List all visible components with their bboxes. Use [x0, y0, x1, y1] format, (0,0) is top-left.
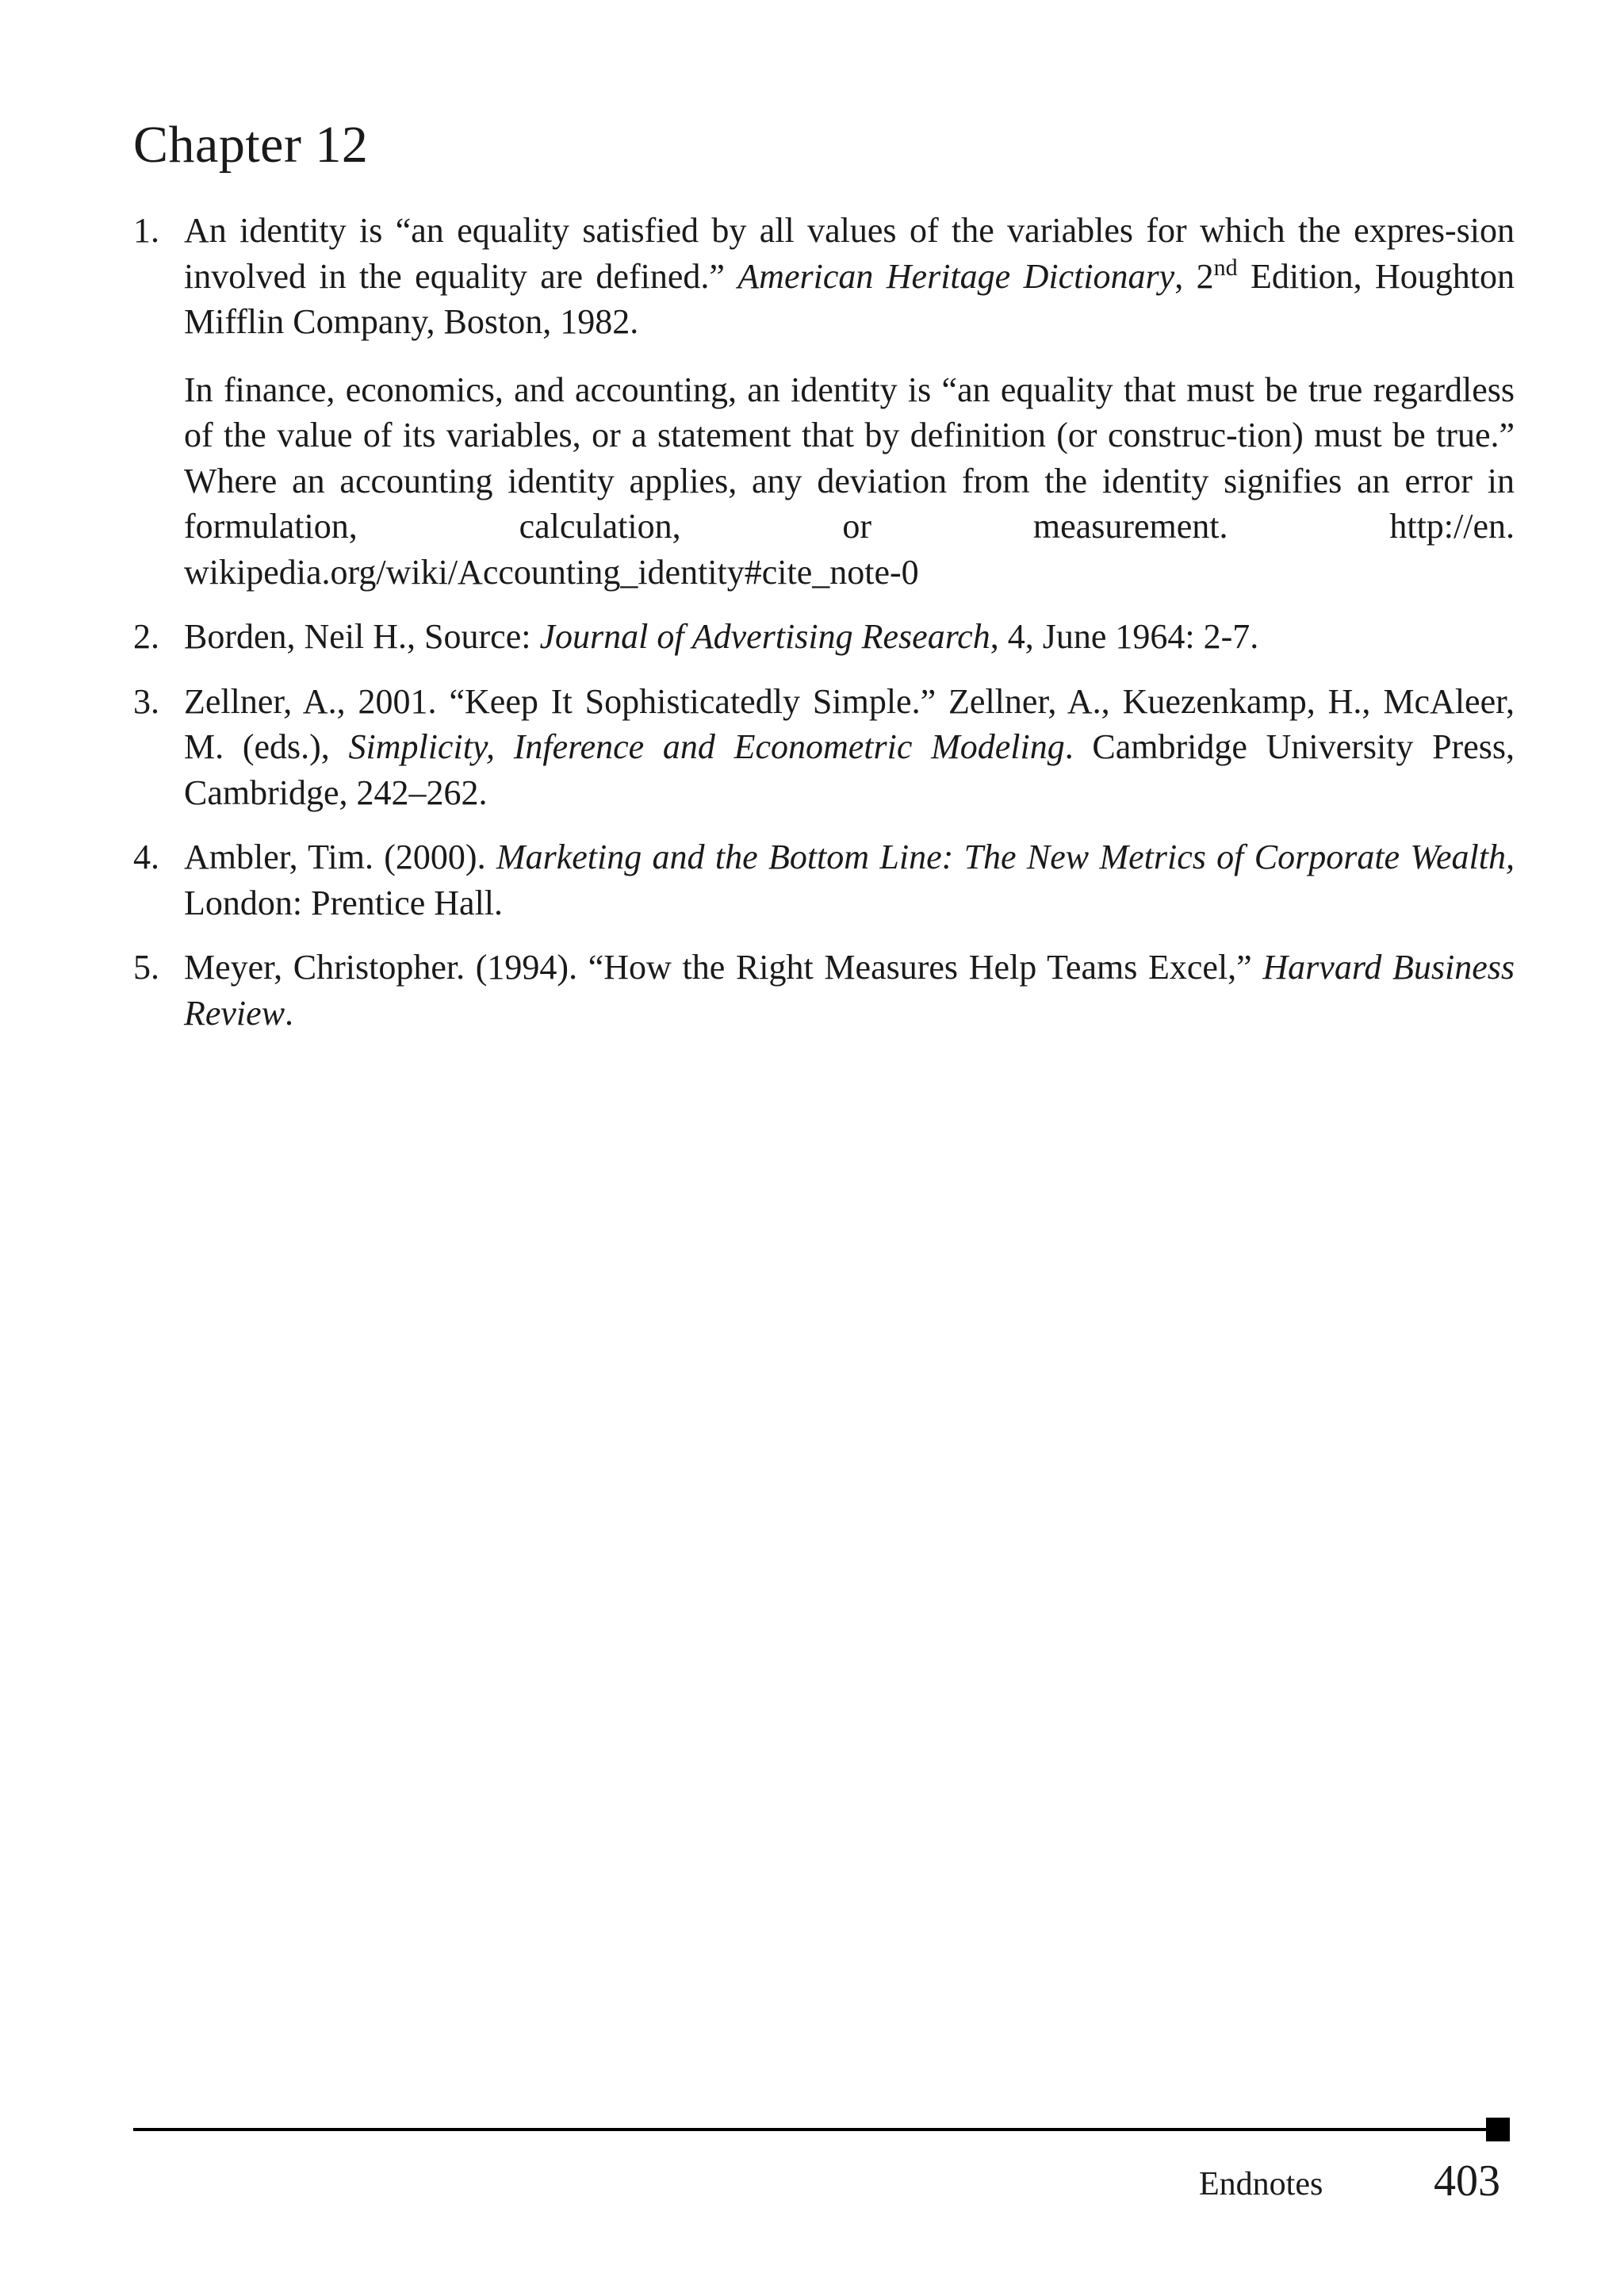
endnote-2 [133, 614, 1515, 660]
endnote-paragraph: In finance, economics, and accounting, an identity is “an equality that must be true regardless of the value of its variables, or a statement that by definition (or construc-tion) must be true.” Where an accounting identity applies, any deviation from the identity signifies an error in formulation, calculation, or measurement. http://en. wikipedia.org/wiki/Accounting_identity#cite_note-0 [184, 370, 1515, 592]
endnote-paragraph [184, 614, 1515, 660]
endnote-1 [133, 208, 1515, 595]
endnote-text: . [285, 993, 294, 1033]
endnote-4 [133, 834, 1515, 926]
endnote-5 [133, 945, 1515, 1036]
endnote-number: 1. [133, 211, 159, 250]
endnote-text: Zellner, A., 2001. “Keep It Sophisticatedly Simple.” Zellner, A., Kuezenkamp, H., McAleer, M. (eds.), [184, 681, 1515, 766]
endnotes-list [133, 208, 1515, 1055]
endnote-paragraph [184, 208, 1515, 345]
endnote-text: , 2 [1174, 256, 1214, 296]
endnote-italic-title: American Heritage Dictionary [737, 256, 1175, 296]
endnote-3 [133, 679, 1515, 816]
endnote-text: , 4, June 1964: 2-7. [990, 617, 1259, 656]
endnote-italic-title: Harvard Business Review [184, 948, 1515, 1033]
endnote-text: Meyer, Christopher. (1994). “How the Right Measures Help Teams Excel,” [184, 948, 1263, 987]
endnote-number: 4. [133, 838, 159, 876]
chapter-title: Chapter 12 [133, 116, 369, 174]
endnote-text: Edition, Houghton Mifflin Company, Boston, 1982. [184, 256, 1515, 341]
footer-section-label: Endnotes [1199, 2166, 1323, 2202]
endnote-italic-title: Marketing and the Bottom Line: The New Metrics of Corporate Wealth, [496, 838, 1515, 876]
endnote-number: 5. [133, 948, 159, 987]
footer-square-marker [1486, 2118, 1510, 2141]
endnote-text: Borden, Neil H., Source: [184, 617, 540, 656]
endnote-text: . Cambridge University Press, Cambridge, 242–262. [184, 727, 1515, 812]
endnote-number: 2. [133, 617, 159, 656]
endnote-text: An identity is “an equality satisfied by all values of the variables for which the expres-sion involved in the equality are defined.” [184, 211, 1515, 296]
endnote-paragraph [184, 679, 1515, 816]
footer-rule [133, 2128, 1496, 2131]
endnote-number: 3. [133, 681, 159, 721]
endnote-text: Ambler, Tim. (2000). [184, 838, 496, 876]
page-number: 403 [1434, 2156, 1500, 2206]
endnote-italic-title: Simplicity, Inference and Econometric Modeling [348, 727, 1065, 766]
endnote-paragraph [184, 834, 1515, 926]
endnote-italic-title: Journal of Advertising Research [539, 617, 990, 656]
endnote-text: London: Prentice Hall. [184, 883, 504, 922]
endnote-paragraph [184, 945, 1515, 1036]
superscript: nd [1213, 254, 1238, 281]
